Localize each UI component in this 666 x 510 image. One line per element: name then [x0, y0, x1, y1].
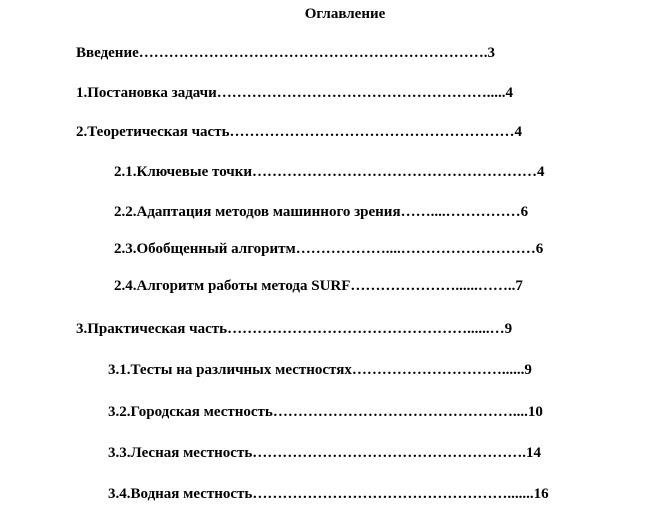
toc-entry-keypoints: 2.1.Ключевые точки…………………………………………………4 — [114, 164, 545, 180]
toc-entry-general-algorithm: 2.3.Обобщенный алгоритм………………....………………………6 — [114, 241, 544, 257]
toc-entry-urban-terrain: 3.2.Городская местность…………………………………………....10 — [108, 404, 543, 420]
toc-entry-water-terrain: 3.4.Водная местность…………………………………………….......16 — [108, 486, 549, 502]
toc-entry-introduction: Введение…………………………………………………………….3 — [76, 45, 496, 61]
toc-title: Оглавление — [304, 6, 386, 22]
toc-entry-vision-adaptation: 2.2.Адаптация методов машинного зрения……....……………6 — [114, 204, 529, 220]
toc-entry-practice: 3.Практическая часть…………………………………………......…9 — [76, 321, 513, 337]
toc-entry-theory: 2.Теоретическая часть…………………………………………………4 — [76, 124, 523, 140]
toc-entry-surf-method: 2.4.Алгоритм работы метода SURF…………………......……..7 — [114, 278, 523, 294]
toc-entry-terrain-tests: 3.1.Тесты на различных местностях…………………………......9 — [108, 362, 532, 378]
toc-entry-forest-terrain: 3.3.Лесная местность……………………………………………….14 — [108, 445, 542, 461]
toc-entry-problem-statement: 1.Постановка задачи……………………………………………….....4 — [76, 85, 514, 101]
